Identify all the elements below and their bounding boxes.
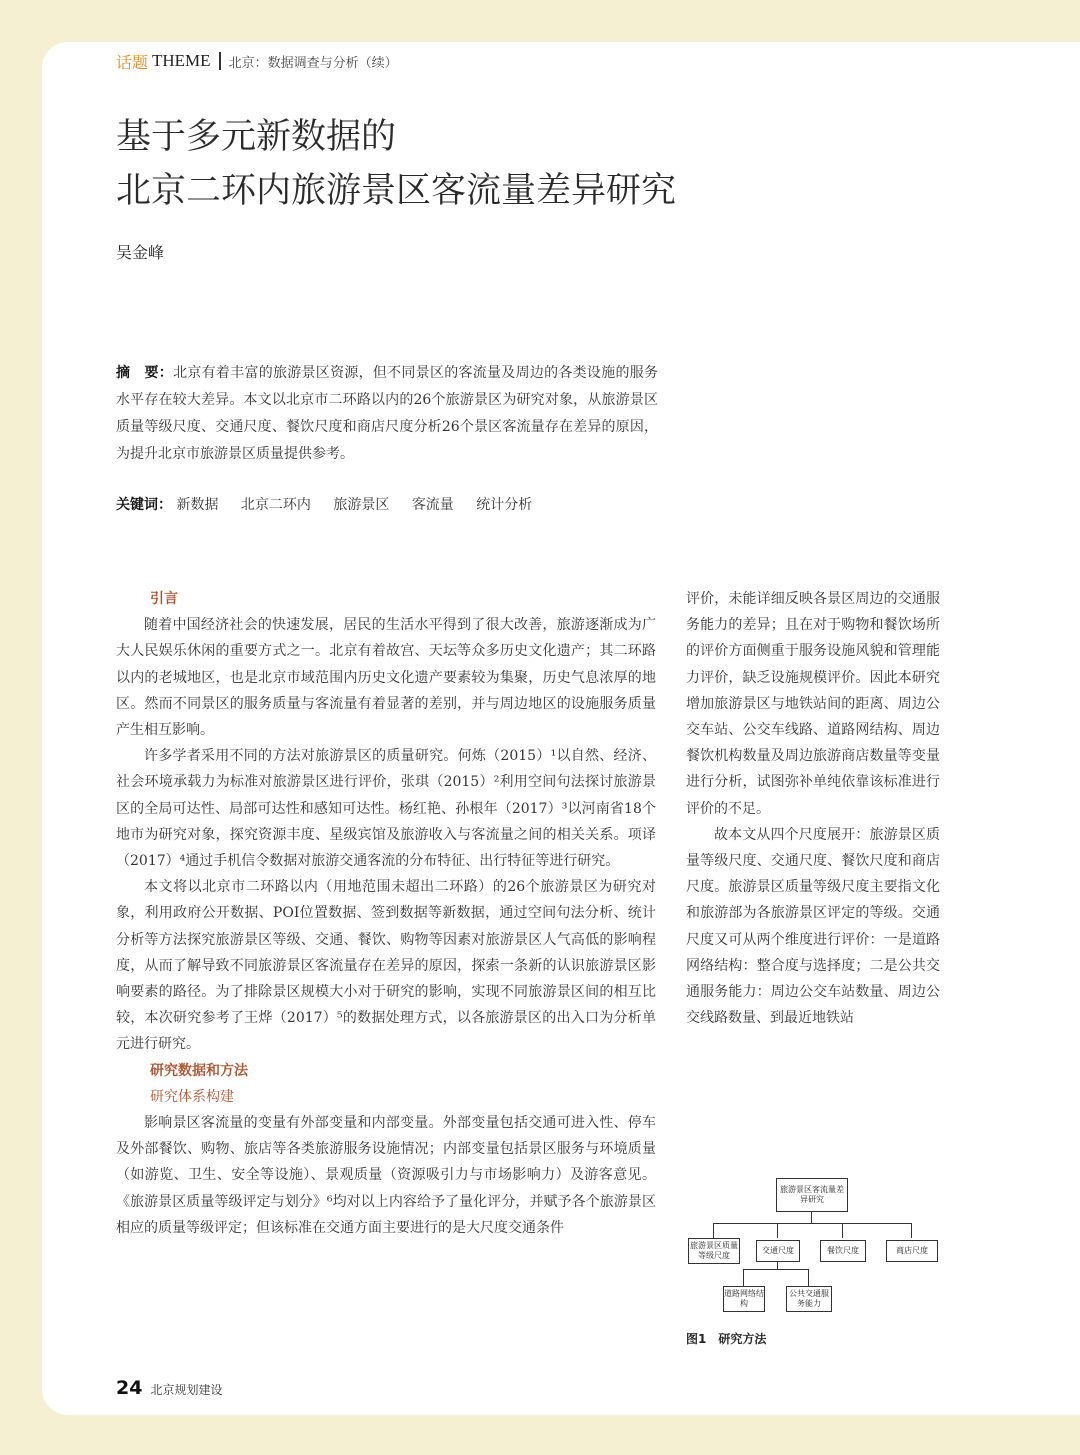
keywords-label: 关键词： [116, 497, 172, 513]
keywords [116, 493, 716, 517]
diagram-connector [743, 1269, 809, 1270]
body-column-left [116, 586, 656, 1241]
header-topic: 话题 [116, 52, 149, 72]
diagram-node-quality: 旅游景区质量等级尺度 [688, 1238, 740, 1264]
diagram-connector [808, 1269, 809, 1286]
abstract-label: 摘 要： [116, 365, 174, 381]
diagram-connector [713, 1223, 714, 1238]
paragraph: 评价，未能详细反映各景区周边的交通服务能力的差异；且在对于购物和餐饮场所的评价方面侧重于服务设施风貌和管理能力评价，缺乏设施规模评价。因此本研究增加旅游景区与地铁站间的距离、周边公交车站、公交车线路、道路网结构、周边餐饮机构数量及周边旅游商店数量等变量进行分析，试图弥补单纯依靠该标准进行评价的不足。 [686, 591, 940, 817]
article-title [116, 110, 916, 218]
paragraph: 本文将以北京市二环路以内（用地范围未超出二环路）的26个旅游景区为研究对象，利用政府公开数据、POI位置数据、签到数据等新数据，通过空间句法分析、统计分析等方法探究旅游景区等级、交通、餐饮、购物等因素对旅游景区人气高低的影响程度，从而了解导致不同旅游景区客流量存在差异的原因，探索一条新的认识旅游景区影响要素的路径。为了排除景区规模大小对于研究的影响，实现不同旅游景区间的相互比较，本次研究参考了王烨（2017）⁵的数据处理方式，以各旅游景区的出入口为分析单元进行研究。 [116, 879, 656, 1053]
diagram-connector [911, 1223, 912, 1238]
diagram-root-node: 旅游景区客流量差异研究 [776, 1178, 848, 1212]
paragraph: 许多学者采用不同的方法对旅游景区的质量研究。何炼（2015）¹以自然、经济、社会环境承载力为标准对旅游景区进行评价，张琪（2015）²利用空间句法探讨旅游景区的全局可达性、局部可达性和感知可达性。杨红艳、孙根年（2017）³以河南省18个地市为研究对象，探究资源丰度、星级宾馆及旅游收入与客流量之间的相关关系。项译（2017）⁴通过手机信令数据对旅游交通客流的分布特征、出行特征等进行研究。 [116, 748, 656, 870]
abstract-text: 北京有着丰富的旅游景区资源，但不同景区的客流量及周边的各类设施的服务水平存在较大差异。本文以北京市二环路以内的26个旅游景区为研究对象，从旅游景区质量等级尺度、交通尺度、餐饮尺度和商店尺度分析26个景区客流量存在差异的原因，为提升北京市旅游景区质量提供参考。 [116, 365, 659, 462]
abstract [116, 360, 658, 468]
diagram-connector [743, 1269, 744, 1286]
body-column-right [686, 586, 940, 1031]
framework-heading: 研究体系构建 [150, 1088, 234, 1105]
keyword: 旅游景区 [333, 497, 390, 513]
paragraph: 随着中国经济社会的快速发展，居民的生活水平得到了很大改善，旅游逐渐成为广大人民娱乐休闲的重要方式之一。北京有着故宫、天坛等众多历史文化遗产；其二环路以内的老城地区，也是北京市域范围内历史文化遗产要素较为集聚，历史气息浓厚的地区。然而不同景区的服务质量与客流量有着显著的差别，并与周边地区的设施服务质量产生相互影响。 [116, 617, 656, 739]
diagram-connector [777, 1223, 778, 1238]
paragraph: 影响景区客流量的变量有外部变量和内部变量。外部变量包括交通可进入性、停车及外部餐饮、购物、旅店等各类旅游服务设施情况；内部变量包括景区服务与环境质量（如游览、卫生、安全等设施）、景观质量（资源吸引力与市场影响力）及游客意见。《旅游景区质量等级评定与划分》⁶均对以上内容给予了量化评分，并赋予各个旅游景区相应的质量等级评定；但该标准在交通方面主要进行的是大尺度交通条件 [116, 1115, 656, 1236]
keyword: 新数据 [176, 497, 219, 513]
title-line-1: 基于多元新数据的 [116, 117, 397, 157]
journal-name: 北京规划建设 [150, 1383, 223, 1397]
header-theme: THEME [152, 51, 211, 70]
diagram-node-traffic: 交通尺度 [756, 1240, 800, 1262]
intro-heading: 引言 [150, 591, 178, 607]
header-section: 北京：数据调查与分析（续） [228, 55, 398, 71]
methods-heading: 研究数据和方法 [150, 1062, 248, 1079]
diagram-node-road-network: 道路网络结构 [723, 1286, 765, 1312]
title-line-2: 北京二环内旅游景区客流量差异研究 [116, 171, 677, 211]
diagram-connector [777, 1261, 778, 1269]
header-divider [219, 52, 221, 70]
diagram-node-public-transit: 公共交通服务能力 [786, 1286, 832, 1312]
page-number: 24 [116, 1377, 143, 1399]
page-footer [116, 1377, 222, 1399]
keyword: 统计分析 [476, 497, 533, 513]
keyword: 客流量 [411, 497, 454, 513]
paragraph: 故本文从四个尺度展开：旅游景区质量等级尺度、交通尺度、餐饮尺度和商店尺度。旅游景区质量等级尺度主要指文化和旅游部为各旅游景区评定的等级。交通尺度又可从两个维度进行评价：一是道路网络结构：整合度与选择度；二是公共交通服务能力：周边公交车站数量、周边公交线路数量、到最近地铁站 [686, 826, 940, 1027]
diagram-connector [811, 1211, 812, 1223]
research-method-diagram [686, 1178, 946, 1318]
figure-caption: 图1 研究方法 [686, 1332, 767, 1346]
diagram-node-shop: 商店尺度 [886, 1240, 938, 1262]
author: 吴金峰 [116, 243, 165, 262]
diagram-node-dining: 餐饮尺度 [820, 1240, 866, 1262]
keyword: 北京二环内 [240, 497, 311, 513]
running-header [116, 50, 398, 72]
diagram-connector [713, 1223, 911, 1224]
diagram-connector [842, 1223, 843, 1238]
